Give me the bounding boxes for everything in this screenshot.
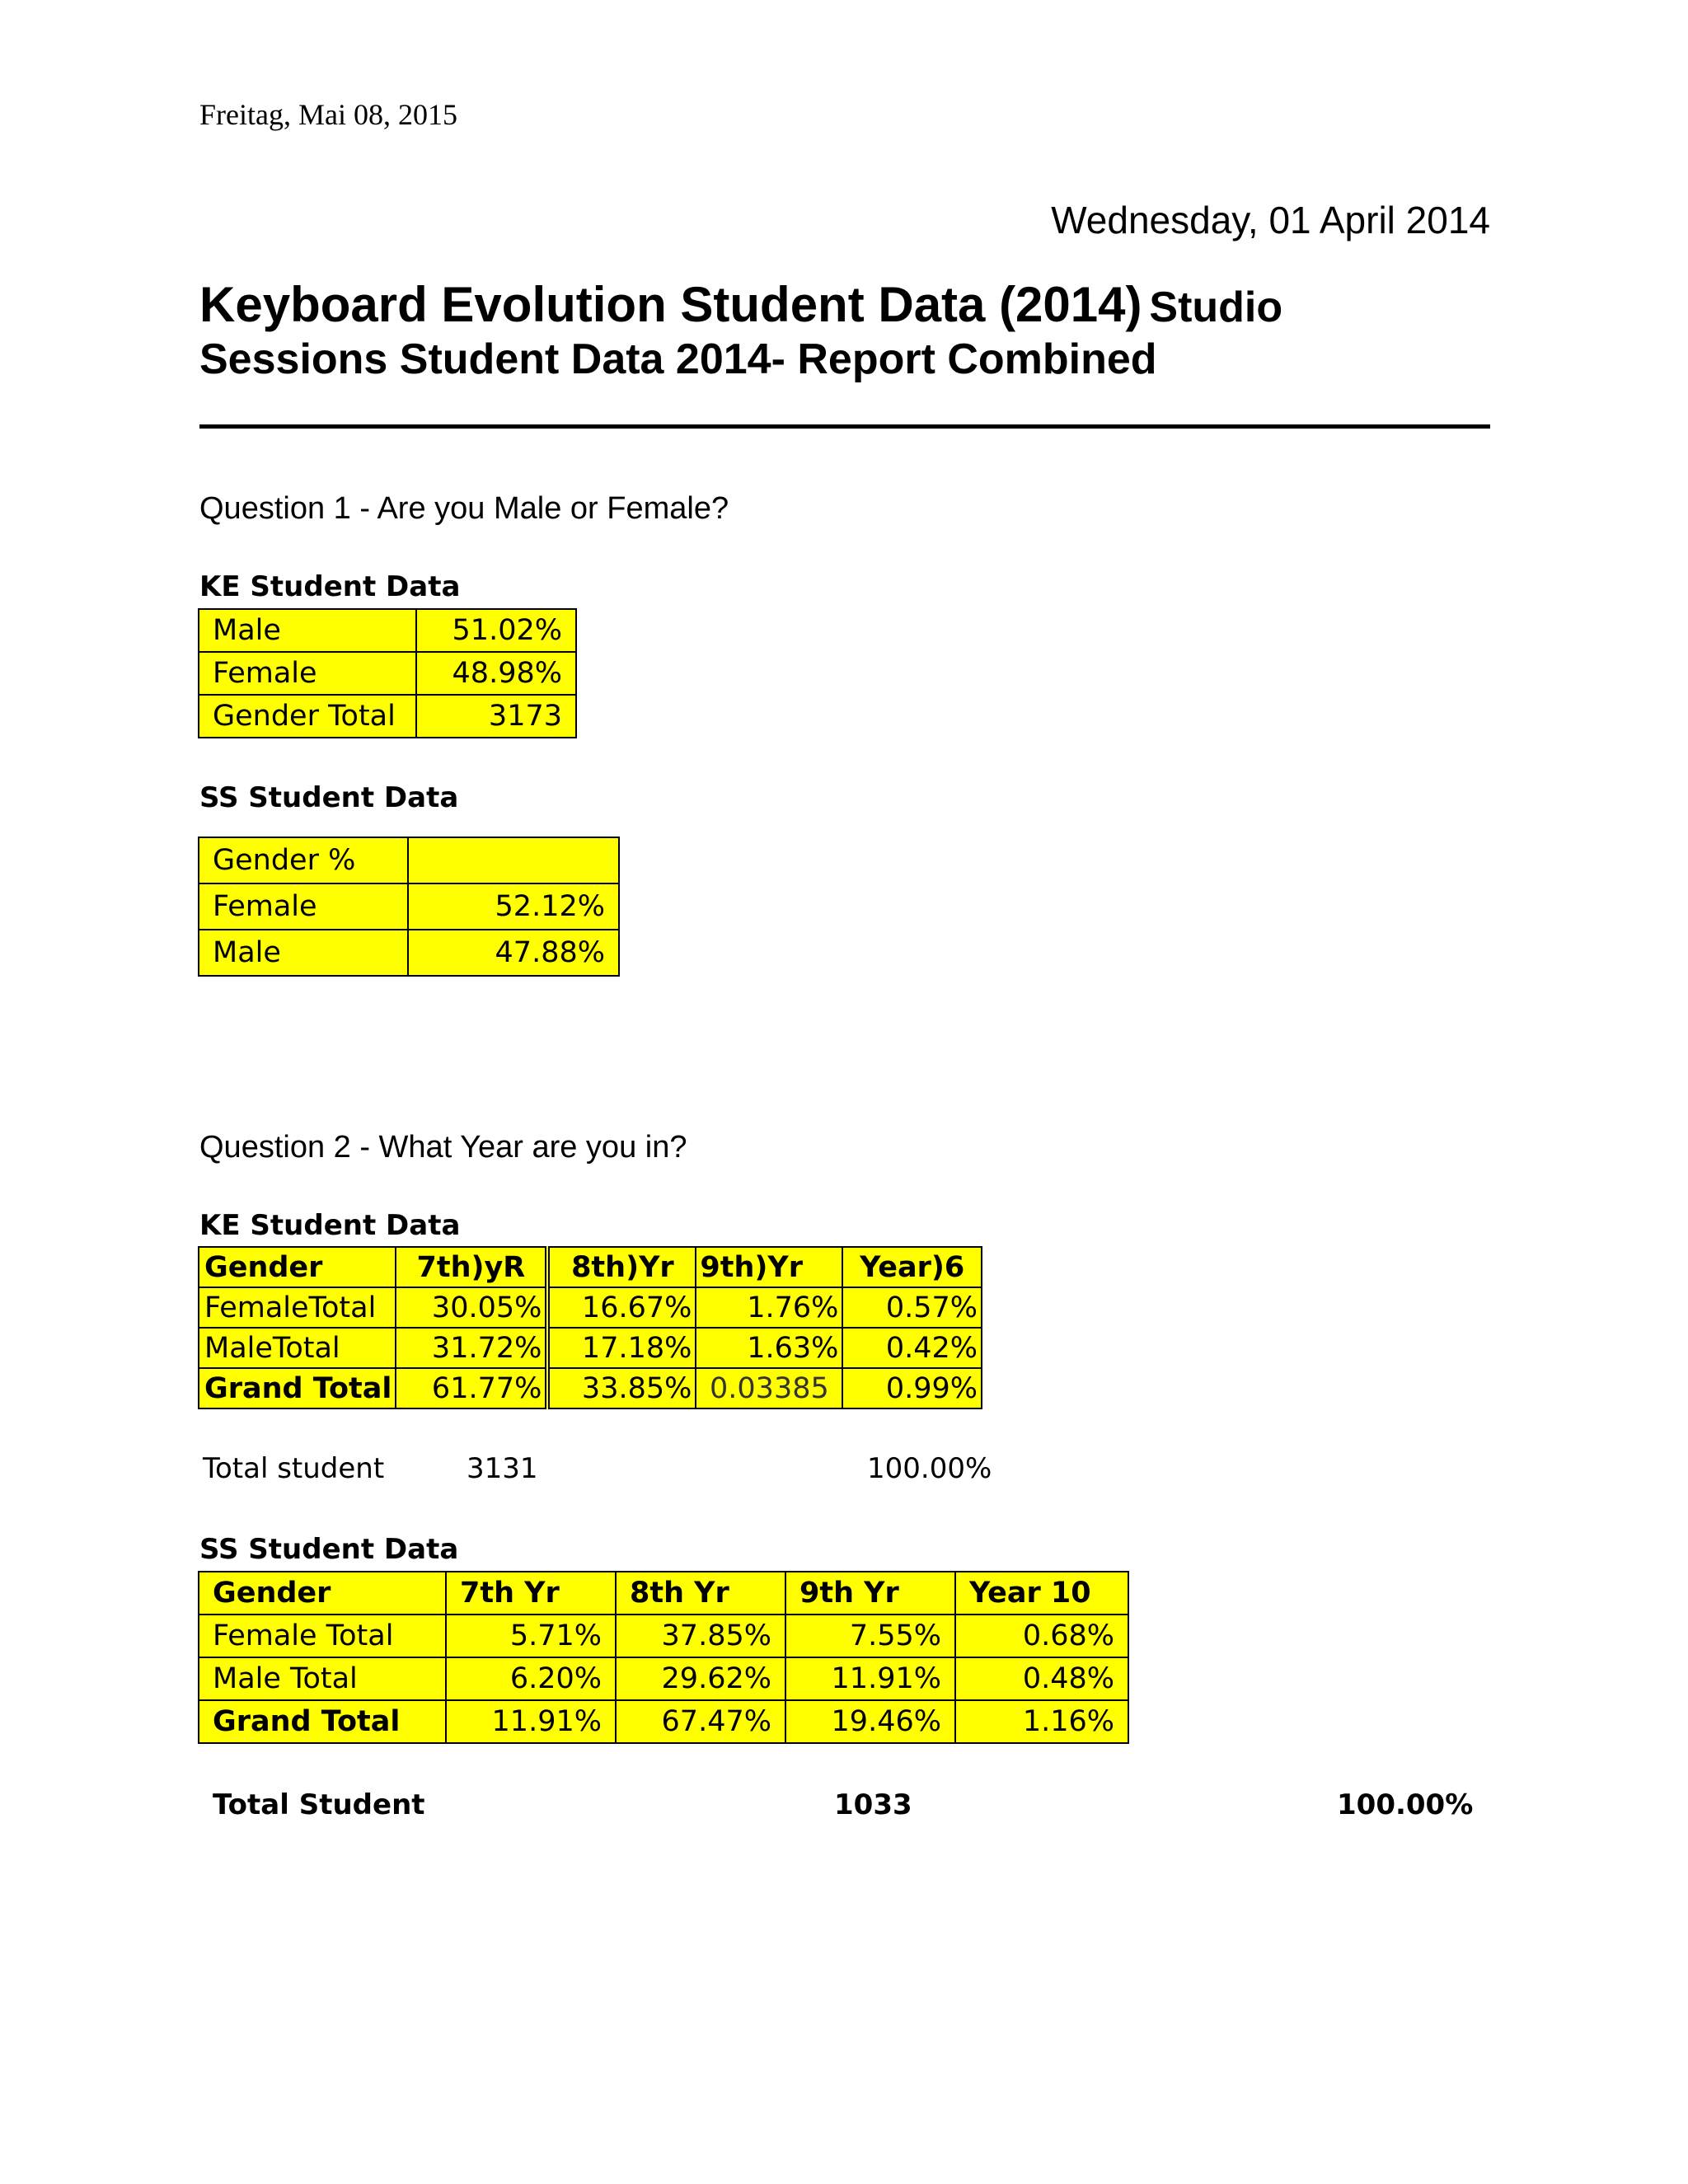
cell-value: 7.55% (785, 1615, 955, 1657)
table-row (199, 1328, 982, 1368)
cell-value: 37.85% (616, 1615, 785, 1657)
row-label: Male Total (199, 1657, 446, 1700)
table-row (199, 883, 619, 930)
q2-ss-total-pct: 100.00% (1337, 1788, 1474, 1821)
cell-value: 0.99% (842, 1368, 982, 1408)
cell-value: 1.76% (696, 1287, 842, 1328)
cell-value: 5.71% (446, 1615, 616, 1657)
cell-value: 11.91% (785, 1657, 955, 1700)
cell-value: 0.03385 (696, 1368, 842, 1408)
cell-value: 31.72% (396, 1328, 547, 1368)
table-row (199, 652, 576, 695)
row-label: Gender % (199, 837, 408, 883)
cell-value: 67.47% (616, 1700, 785, 1743)
q2-ss-total-label: Total Student (213, 1788, 425, 1821)
report-date: Wednesday, 01 April 2014 (1051, 199, 1490, 241)
column-header: Gender (199, 1247, 396, 1287)
column-header: 7th Yr (446, 1572, 616, 1615)
column-header: 8th Yr (616, 1572, 785, 1615)
q1-ss-table (198, 837, 620, 977)
table-row (199, 1615, 1128, 1657)
table-row (199, 1657, 1128, 1700)
row-value: 52.12% (408, 883, 619, 930)
row-label: Grand Total (199, 1700, 446, 1743)
q2-ss-table (198, 1571, 1129, 1744)
header-date: Freitag, Mai 08, 2015 (199, 98, 457, 131)
title-divider (199, 424, 1490, 429)
cell-value: 0.48% (955, 1657, 1128, 1700)
table-row (199, 1700, 1128, 1743)
q2-ke-total-pct: 100.00% (867, 1452, 992, 1485)
q1-question: Question 1 - Are you Male or Female? (199, 491, 729, 526)
table-header-row (199, 1247, 982, 1287)
row-label: Male (199, 609, 416, 652)
cell-value: 17.18% (547, 1328, 696, 1368)
cell-value: 33.85% (547, 1368, 696, 1408)
report-title (199, 276, 1518, 385)
table-header-row (199, 1572, 1128, 1615)
table-row (199, 837, 619, 883)
column-header: 8th)Yr (547, 1247, 696, 1287)
row-label: Female Total (199, 1615, 446, 1657)
row-label: MaleTotal (199, 1328, 396, 1368)
row-label: Female (199, 883, 408, 930)
row-value (408, 837, 619, 883)
row-label: Male (199, 930, 408, 976)
column-header: 9th Yr (785, 1572, 955, 1615)
cell-value: 0.42% (842, 1328, 982, 1368)
table-row (199, 930, 619, 976)
table-row (199, 695, 576, 738)
table-row (199, 609, 576, 652)
q2-ss-total-count: 1033 (834, 1788, 912, 1821)
row-label: FemaleTotal (199, 1287, 396, 1328)
cell-value: 0.57% (842, 1287, 982, 1328)
column-header: Gender (199, 1572, 446, 1615)
table-row (199, 1287, 982, 1328)
cell-value: 0.68% (955, 1615, 1128, 1657)
row-value: 3173 (416, 695, 576, 738)
cell-value: 19.46% (785, 1700, 955, 1743)
table-row (199, 1368, 982, 1408)
row-label: Gender Total (199, 695, 416, 738)
cell-value: 11.91% (446, 1700, 616, 1743)
row-value: 48.98% (416, 652, 576, 695)
title-part-2: Studio (1149, 284, 1283, 331)
column-header: Year 10 (955, 1572, 1128, 1615)
q2-question: Question 2 - What Year are you in? (199, 1130, 687, 1165)
cell-value: 29.62% (616, 1657, 785, 1700)
row-value: 51.02% (416, 609, 576, 652)
q2-ke-label: KE Student Data (199, 1209, 461, 1242)
column-header: 9th)Yr (696, 1247, 842, 1287)
row-label: Female (199, 652, 416, 695)
q1-ke-table (198, 608, 577, 738)
column-header: Year)6 (842, 1247, 982, 1287)
cell-value: 16.67% (547, 1287, 696, 1328)
q2-ke-table (198, 1246, 982, 1409)
title-part-1: Keyboard Evolution Student Data (2014) (199, 277, 1142, 332)
cell-value: 1.16% (955, 1700, 1128, 1743)
q1-ke-label: KE Student Data (199, 570, 461, 603)
title-part-3: Sessions Student Data 2014- Report Combined (199, 335, 1157, 383)
q2-ke-total-count: 3131 (467, 1452, 538, 1485)
row-value: 47.88% (408, 930, 619, 976)
q2-ss-label: SS Student Data (199, 1533, 459, 1566)
q1-ss-label: SS Student Data (199, 781, 459, 814)
q2-ke-total-label: Total student (203, 1452, 385, 1485)
row-label: Grand Total (199, 1368, 396, 1408)
cell-value: 61.77% (396, 1368, 547, 1408)
column-header: 7th)yR (396, 1247, 547, 1287)
cell-value: 30.05% (396, 1287, 547, 1328)
cell-value: 6.20% (446, 1657, 616, 1700)
cell-value: 1.63% (696, 1328, 842, 1368)
